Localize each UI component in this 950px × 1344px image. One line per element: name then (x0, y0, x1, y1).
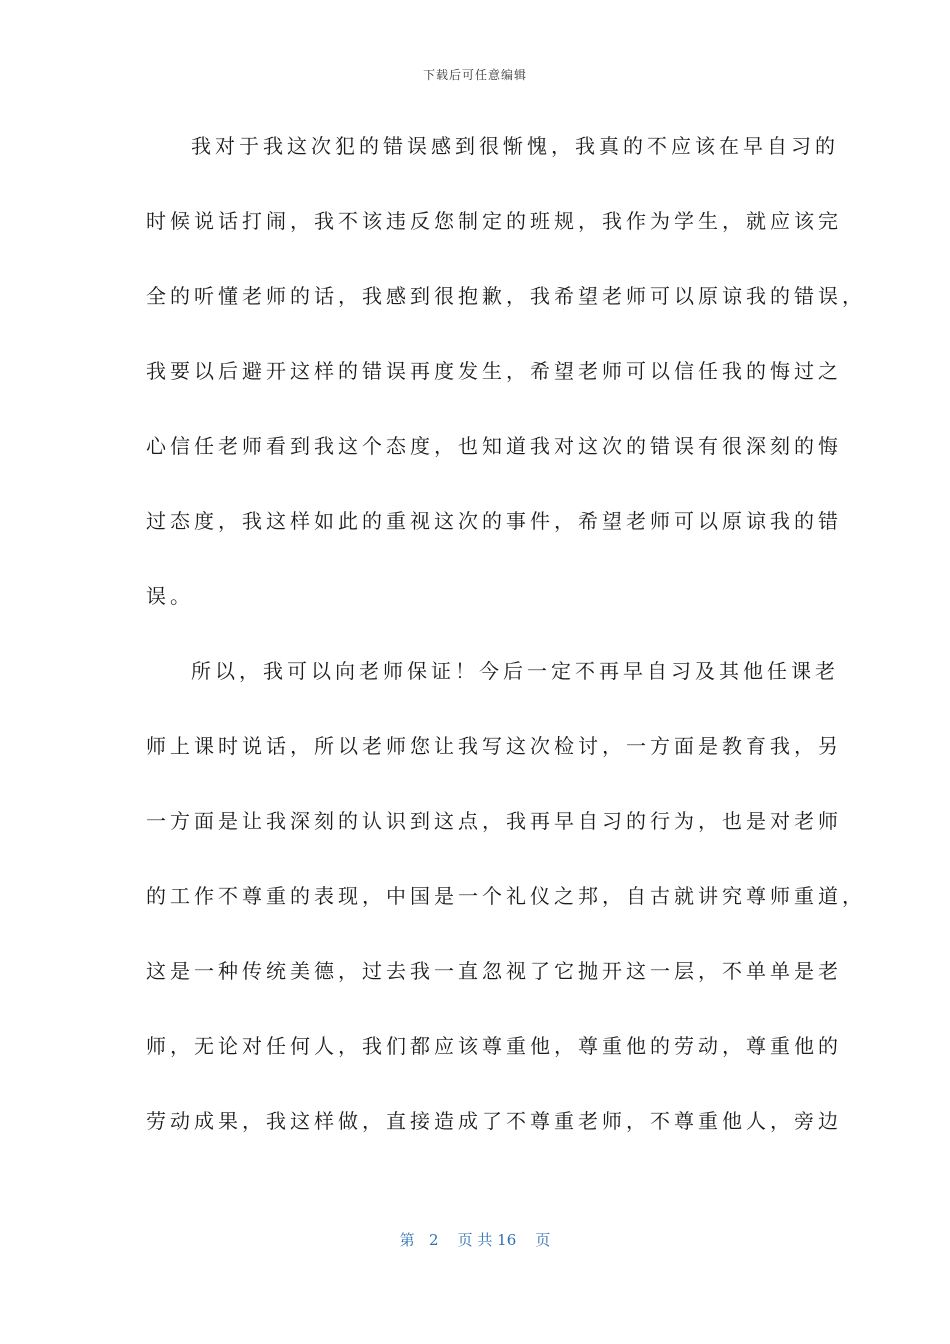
paragraph-line: 师，无论对任何人，我们都应该尊重他，尊重他的劳动，尊重他的 (146, 1034, 842, 1058)
header-note: 下载后可任意编辑 (422, 68, 527, 82)
paragraph-line: 劳动成果，我这样做，直接造成了不尊重老师，不尊重他人，旁边 (146, 1109, 842, 1133)
footer-suffix: 页 (535, 1231, 551, 1249)
paragraph-line: 我对于我这次犯的错误感到很惭愧，我真的不应该在早自习的 (191, 134, 839, 158)
total-pages-number: 16 (497, 1231, 517, 1249)
paragraph-line: 所以，我可以向老师保证！今后一定不再早自习及其他任课老 (191, 659, 839, 683)
footer-middle: 页 共 (457, 1231, 493, 1249)
paragraph-line: 的工作不尊重的表现，中国是一个礼仪之邦，自古就讲究尊师重道， (146, 884, 866, 908)
paragraph-line: 全的听懂老师的话，我感到很抱歉，我希望老师可以原谅我的错误， (146, 284, 866, 308)
document-body (146, 126, 866, 1176)
paragraph-line: 心信任老师看到我这个态度，也知道我对这次的错误有很深刻的悔 (146, 434, 842, 458)
paragraph-line: 误。 (146, 584, 194, 608)
page-number-footer (0, 1229, 950, 1250)
current-page-number: 2 (428, 1231, 439, 1249)
paragraph-line: 我要以后避开这样的错误再度发生，希望老师可以信任我的悔过之 (146, 359, 842, 383)
footer-prefix: 第 (399, 1231, 415, 1249)
paragraph-line: 这是一种传统美德，过去我一直忽视了它抛开这一层，不单单是老 (146, 959, 842, 983)
paragraph-line: 时候说话打闹，我不该违反您制定的班规，我作为学生，就应该完 (146, 209, 842, 233)
paragraph-line: 过态度，我这样如此的重视这次的事件，希望老师可以原谅我的错 (146, 509, 842, 533)
paragraph-line: 一方面是让我深刻的认识到这点，我再早自习的行为，也是对老师 (146, 809, 842, 833)
paragraph-line: 师上课时说话，所以老师您让我写这次检讨，一方面是教育我，另 (146, 734, 842, 758)
